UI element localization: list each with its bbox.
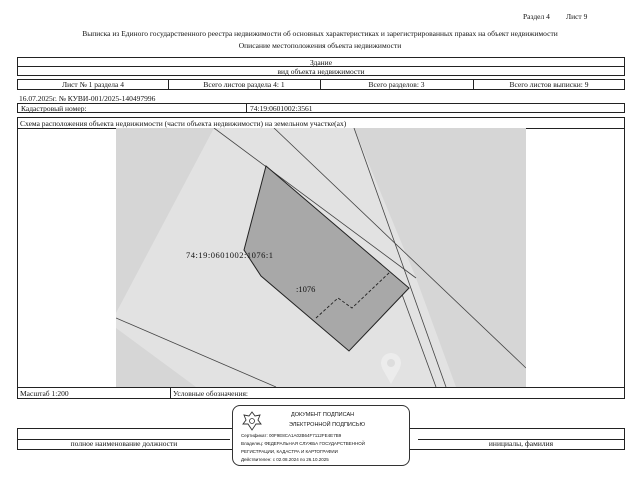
sheets-total-section-label: Всего листов раздела 4: 1	[203, 80, 285, 89]
sheet-number: Лист 9	[566, 12, 588, 21]
stamp-owner: Владелец: ФЕДЕРАЛЬНАЯ СЛУЖБА ГОСУДАРСТВЕННОЙ	[241, 441, 365, 446]
scale-label: Масштаб 1:200	[20, 389, 69, 398]
sheet-no-label: Лист № 1 раздела 4	[62, 80, 124, 89]
sections-total-label: Всего разделов: 3	[368, 80, 425, 89]
cadastral-number: 74:19:0601002:3561	[250, 104, 313, 113]
map-drawing	[116, 128, 526, 387]
legend-label: Условные обозначения:	[173, 389, 249, 398]
building-label: :1076	[296, 284, 316, 294]
scheme-title: Схема расположения объекта недвижимости (части объекта недвижимости) на земельном участке(ах)	[20, 119, 347, 128]
sheet-info-row	[17, 79, 625, 90]
signer-caption: инициалы, фамилия	[488, 439, 554, 448]
section-number: Раздел 4	[523, 12, 550, 21]
cadastral-label: Кадастровый номер:	[21, 104, 87, 113]
position-caption: полное наименование должности	[70, 439, 178, 448]
cadastral-row	[17, 103, 625, 113]
stamp-certificate: Сертификат: 00F9E8CA1A02B64F7112FE4E7B9	[241, 433, 342, 438]
document-reference: 16.07.2025г. № КУВИ-001/2025-140497996	[19, 94, 156, 103]
electronic-signature-stamp	[232, 405, 410, 466]
document-title: Выписка из Единого государственного реестра недвижимости об основных характеристиках и зарегистрированных правах на объект недвижимости	[82, 29, 558, 38]
stamp-owner-line2: РЕГИСТРАЦИИ, КАДАСТРА И КАРТОГРАФИИ	[241, 449, 338, 454]
location-map	[116, 128, 526, 387]
emblem-icon	[241, 410, 263, 432]
object-kind-cell	[17, 66, 625, 76]
stamp-title-line1: ДОКУМЕНТ ПОДПИСАН	[291, 412, 355, 418]
object-kind: вид объекта недвижимости	[277, 67, 365, 76]
stamp-title-line2: ЭЛЕКТРОННОЙ ПОДПИСЬЮ	[289, 422, 366, 428]
parcel-label: 74:19:0601002:1076:1	[186, 250, 274, 260]
stamp-validity: Действителен: с 02.08.2024 по 26.10.2025	[241, 457, 329, 462]
object-type: Здание	[309, 58, 333, 67]
document-subtitle: Описание местоположения объекта недвижимости	[238, 41, 402, 50]
sheets-total-extract-label: Всего листов выписки: 9	[509, 80, 589, 89]
